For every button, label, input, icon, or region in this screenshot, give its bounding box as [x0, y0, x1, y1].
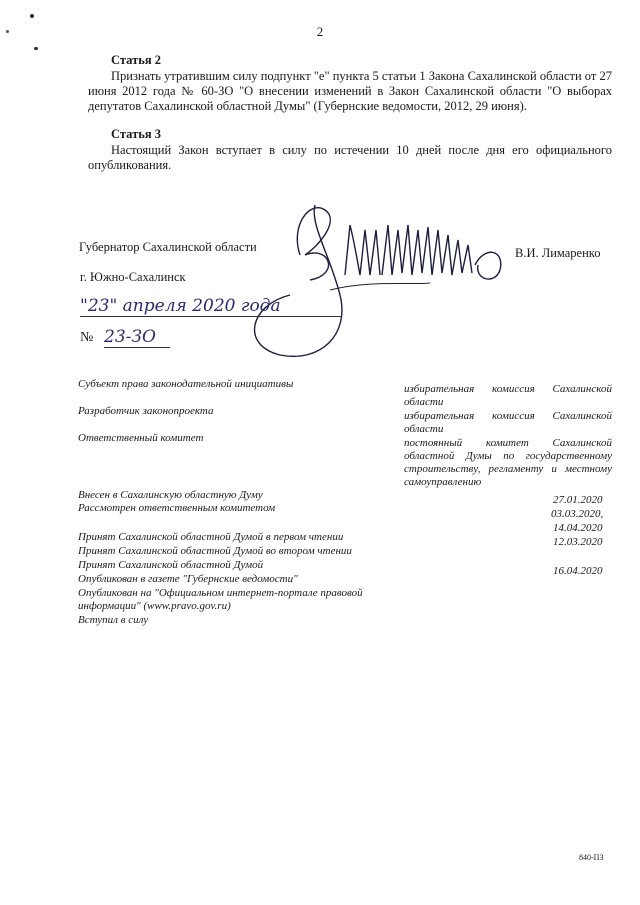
reviewed-date-1: 03.03.2020,: [551, 508, 604, 520]
scan-speck: [30, 14, 34, 18]
subject-value: избирательная комиссия Сахалинской области: [404, 383, 612, 408]
published-gazette-label: Опубликован в газете "Губернские ведомости": [78, 573, 298, 585]
second-reading-label: Принят Сахалинской областной Думой во втором чтении: [78, 545, 352, 557]
signature-city: г. Южно-Сахалинск: [80, 270, 186, 284]
adopted-label: Принят Сахалинской областной Думой: [78, 559, 264, 571]
submitted-date: 27.01.2020: [553, 494, 603, 506]
committee-label: Ответственный комитет: [78, 432, 204, 444]
reviewed-date-2: 14.04.2020: [553, 522, 603, 534]
page-number: 2: [316, 24, 324, 39]
article-2-text: Признать утратившим силу подпункт "е" пункта 5 статьи 1 Закона Сахалинской области от 27 июня 2012 года № 60-ЗО "О внесении изменений в Закон Сахалинской области "О выборах депутатов Сахалинской областной Думы" (Губернские ведомости, 2012, 29 июня).: [88, 69, 612, 113]
law-number: 23-ЗО: [104, 327, 170, 348]
subject-label: Субъект права законодательной инициативы: [78, 378, 294, 390]
effective-label: Вступил в силу: [78, 614, 149, 626]
number-prefix: №: [80, 330, 94, 345]
first-reading-date: 12.03.2020: [553, 536, 603, 548]
governor-signature: [230, 185, 530, 365]
submitted-label: Внесен в Сахалинскую областную Думу: [78, 489, 263, 501]
governor-name: В.И. Лимаренко: [515, 246, 601, 260]
signature-date: "23" апреля 2020 года: [80, 296, 342, 317]
article-3-title: Статья 3: [111, 127, 161, 141]
footer-code: 840-ПЗ: [579, 853, 604, 862]
developer-value: избирательная комиссия Сахалинской области: [404, 410, 612, 435]
scan-speck: [34, 47, 38, 50]
published-portal-label: Опубликован на "Официальном интернет-портале правовой информации" (www.pravo.gov.ru): [78, 587, 363, 612]
adopted-date: 16.04.2020: [553, 565, 603, 577]
reviewed-label: Рассмотрен ответственным комитетом: [78, 502, 276, 514]
article-2-title: Статья 2: [111, 53, 161, 67]
governor-position: Губернатор Сахалинской области: [79, 240, 257, 254]
developer-label: Разработчик законопроекта: [78, 405, 214, 417]
committee-value: постоянный комитет Сахалинской областной Думы по государственному строительству, регламенту и местному самоуправлению: [404, 437, 612, 488]
first-reading-label: Принят Сахалинской областной Думой в первом чтении: [78, 531, 344, 543]
article-3-text: Настоящий Закон вступает в силу по истечении 10 дней после дня его официального опубликования.: [88, 143, 612, 172]
